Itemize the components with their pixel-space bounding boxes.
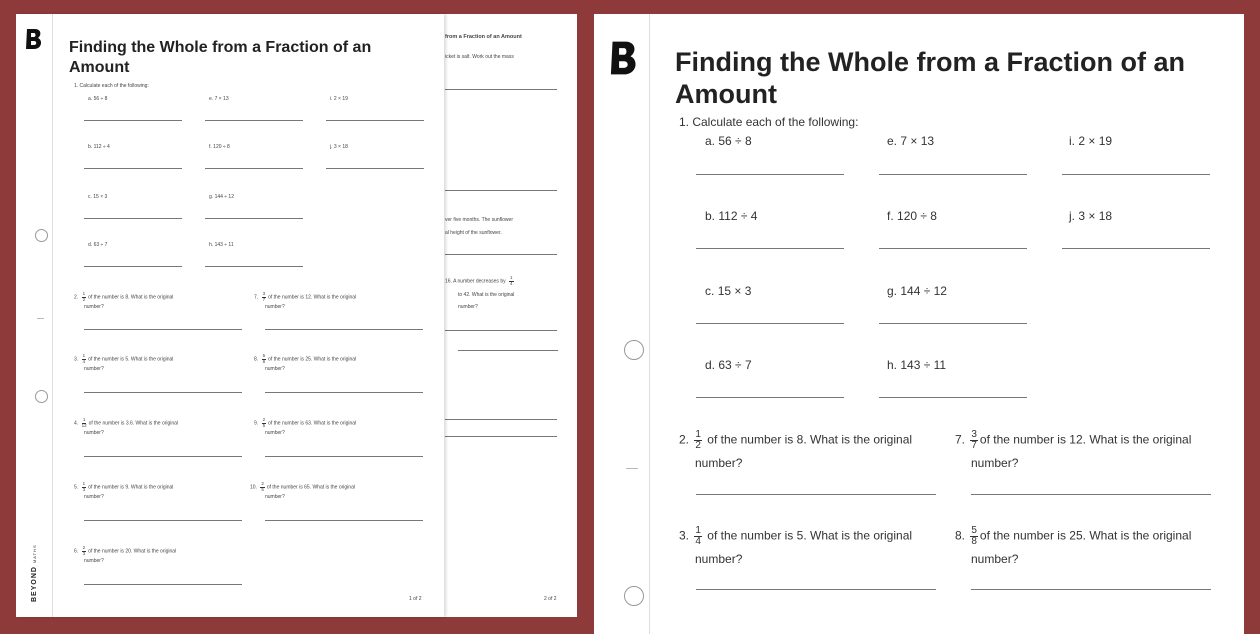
worksheet-title-line1: Finding the Whole from a Fraction of an — [69, 39, 372, 56]
fraction: $\frac{2}{5}$ — [262, 417, 266, 428]
fraction-question: 5. $\frac{1}{3}$ of the number is 9. What is the original — [74, 481, 174, 492]
q1-item: j. 3 × 18 — [1069, 209, 1113, 223]
fraction-question-cont: number? — [971, 456, 1019, 470]
q1-item: i. 2 × 19 — [330, 96, 348, 102]
q1-item: c. 15 × 3 — [88, 194, 108, 200]
back-page-header: from a Fraction of an Amount — [445, 34, 522, 40]
answer-line — [879, 323, 1027, 324]
answer-line — [696, 397, 844, 398]
worksheet-title-line2: Amount — [675, 79, 777, 109]
fraction-question-cont: number? — [265, 366, 285, 372]
binder-hole — [35, 229, 48, 242]
q1-item: h. 143 ÷ 11 — [887, 358, 947, 372]
q1-item: b. 112 ÷ 4 — [88, 144, 110, 150]
question-1-intro: 1. Calculate each of the following: — [679, 115, 859, 129]
answer-line — [458, 350, 558, 351]
answer-line — [696, 323, 844, 324]
fold-mark — [37, 318, 44, 319]
fraction-question: 7. $\frac{3}{7}$ of the number is 12. What is the original — [955, 429, 1192, 451]
answer-line — [84, 584, 242, 585]
fraction-question-cont: number? — [84, 304, 104, 310]
answer-line — [696, 589, 936, 590]
answer-line — [205, 168, 303, 169]
fraction-question: 7. $\frac{3}{7}$ of the number is 12. What is the original — [254, 291, 357, 302]
answer-line — [696, 494, 936, 495]
q1-item: a. 56 ÷ 8 — [88, 96, 108, 102]
fraction-question: 8. $\frac{5}{8}$ of the number is 25. What is the original — [254, 353, 357, 364]
answer-line — [205, 266, 303, 267]
fraction: $\frac{1}{4}$ — [82, 353, 86, 364]
binder-hole — [624, 340, 644, 360]
answer-line — [971, 589, 1211, 590]
fraction-question-cont: number? — [84, 494, 104, 500]
back-q16-text: 16. A number decreases by — [445, 278, 506, 285]
fraction-question: 4. $\frac{1}{12}$ of the number is 3.6. What is the original — [74, 417, 179, 428]
fraction-question: 2. $\frac{1}{2}$ of the number is 8. What is the original — [679, 429, 913, 451]
fraction-question-cont: number? — [84, 366, 104, 372]
q1-item: f. 120 ÷ 8 — [887, 209, 937, 223]
fraction-question-cont: number? — [84, 430, 104, 436]
q1-item: d. 63 ÷ 7 — [88, 242, 108, 248]
back-q16-line2: to 42. What is the original — [458, 292, 515, 298]
back-page-text-2: ver five months. The sunflower — [445, 217, 513, 223]
fraction-question-cont: number? — [265, 304, 285, 310]
binder-hole — [624, 586, 644, 606]
back-q16-line3: number? — [458, 304, 478, 310]
q1-item: a. 56 ÷ 8 — [705, 134, 752, 148]
fraction: $\frac{2}{3}$ — [82, 545, 86, 556]
answer-line — [84, 520, 242, 521]
fraction-question-cont: number? — [695, 552, 743, 566]
logo-icon — [25, 28, 43, 50]
q1-item: e. 7 × 13 — [209, 96, 229, 102]
fraction-question-cont: number? — [971, 552, 1019, 566]
page-number: 1 of 2 — [409, 596, 422, 602]
q1-item: h. 143 ÷ 11 — [209, 242, 234, 248]
margin-line — [52, 14, 53, 617]
fraction: $\frac{1}{2}$ — [82, 291, 86, 302]
answer-line — [265, 392, 423, 393]
q1-item: f. 120 ÷ 8 — [209, 144, 230, 150]
page-number: 2 of 2 — [544, 596, 557, 602]
fraction: $\frac{1}{12}$ — [81, 417, 87, 428]
answer-line — [445, 419, 557, 420]
answer-line — [696, 174, 844, 175]
back-page-text-3: al height of the sunflower. — [445, 230, 502, 236]
fraction: $\frac{3}{7}$ — [971, 429, 977, 451]
fold-mark — [626, 468, 638, 469]
fraction: $\frac{1}{3}$ — [82, 481, 86, 492]
binder-hole — [35, 390, 48, 403]
q1-item: i. 2 × 19 — [1069, 134, 1113, 148]
q1-item: g. 144 ÷ 12 — [887, 284, 947, 298]
answer-line — [696, 248, 844, 249]
q1-item: c. 15 × 3 — [705, 284, 752, 298]
q1-item: e. 7 × 13 — [887, 134, 935, 148]
worksheet-title-line2: Amount — [69, 59, 130, 76]
answer-line — [84, 218, 182, 219]
q1-item: j. 3 × 18 — [330, 144, 348, 150]
answer-line — [1062, 248, 1210, 249]
answer-line — [326, 168, 424, 169]
fraction: $\frac{1}{4}$ — [695, 525, 701, 547]
fraction: $\frac{3}{7}$ — [262, 291, 266, 302]
front-page-small — [16, 14, 444, 617]
answer-line — [205, 218, 303, 219]
answer-line — [445, 436, 557, 437]
answer-line — [84, 329, 242, 330]
answer-line — [84, 456, 242, 457]
fraction-question: 9. $\frac{2}{5}$ of the number is 63. What is the original — [254, 417, 357, 428]
q1-item: d. 63 ÷ 7 — [705, 358, 752, 372]
answer-line — [1062, 174, 1210, 175]
fraction-question: 3. $\frac{1}{4}$ of the number is 5. What is the original — [679, 525, 913, 547]
logo-icon — [609, 40, 639, 76]
fraction-question: 10. $\frac{2}{5}$ of the number is 65. What is the original — [250, 481, 355, 492]
fraction-question-cont: number? — [265, 430, 285, 436]
answer-line — [971, 494, 1211, 495]
fraction: $\frac{1}{2}$ — [695, 429, 701, 451]
answer-line — [205, 120, 303, 121]
back-q16 — [445, 276, 516, 286]
fraction-question: 2. $\frac{1}{2}$ of the number is 8. What is the original — [74, 291, 174, 302]
answer-line — [265, 329, 423, 330]
fraction-question-cont: number? — [695, 456, 743, 470]
fraction: $\frac{5}{8}$ — [971, 525, 977, 547]
answer-line — [879, 248, 1027, 249]
answer-line — [445, 330, 557, 331]
answer-line — [84, 168, 182, 169]
answer-line — [879, 397, 1027, 398]
answer-line — [84, 120, 182, 121]
q1-item: g. 144 ÷ 12 — [209, 194, 234, 200]
fraction: $\frac{5}{8}$ — [262, 353, 266, 364]
fraction-question-cont: number? — [265, 494, 285, 500]
fraction-question-cont: number? — [84, 558, 104, 564]
margin-line — [649, 14, 650, 634]
back-page-text-1: icket is salt. Work out the mass — [445, 54, 514, 60]
answer-line — [265, 520, 423, 521]
question-1-intro: 1. Calculate each of the following: — [74, 83, 149, 89]
fraction-question: 3. $\frac{1}{4}$ of the number is 5. What is the original — [74, 353, 174, 364]
fraction-question: 8. $\frac{5}{8}$ of the number is 25. What is the original — [955, 525, 1192, 547]
answer-line — [879, 174, 1027, 175]
answer-line — [326, 120, 424, 121]
worksheet-title-line1: Finding the Whole from a Fraction of an — [675, 47, 1185, 77]
answer-line — [265, 456, 423, 457]
answer-line — [445, 254, 557, 255]
answer-line — [84, 266, 182, 267]
fraction: $\frac{1}{4}$ — [509, 275, 513, 286]
answer-line — [445, 190, 557, 191]
answer-line — [84, 392, 242, 393]
fraction-question: 6. $\frac{2}{3}$ of the number is 20. What is the original — [74, 545, 177, 556]
q1-item: b. 112 ÷ 4 — [705, 209, 758, 223]
brand-wordmark: BEYOND MATHS — [31, 544, 38, 602]
fraction: $\frac{2}{5}$ — [261, 481, 264, 492]
answer-line — [445, 89, 557, 90]
front-page-zoomed — [594, 14, 1244, 634]
